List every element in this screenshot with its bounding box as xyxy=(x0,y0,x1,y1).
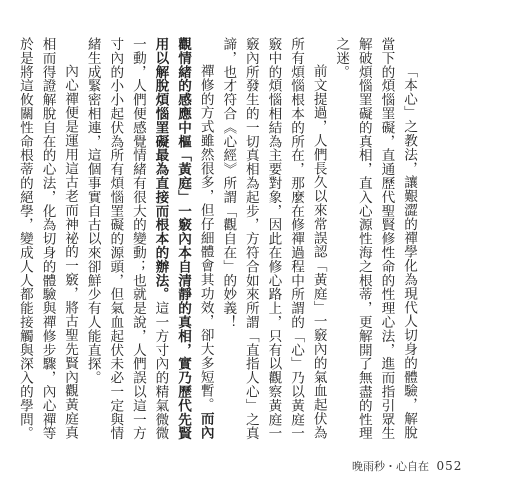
paragraph xyxy=(13,37,81,445)
paragraph-text: 這一方寸內的精氣微微一動，人們便感覺情緒有很大的變動；也就是說，人們誤以這一方寸內的小小起伏為所有煩惱罣礙的源頭，但氣血起伏未必一定與情緒生成緊密相連，這個事實自古以來卻鮮少有人能直探。 xyxy=(84,37,169,441)
paragraph-text: 前文提過，人們長久以來常誤認「黃庭」一竅內的氣血起伏為所有煩惱根本的所在，那麼在修禪過程中所謂的「心」乃以黃庭一竅中的煩惱相結為主要對象，因此在修心路上，只有以觀察黃庭一竅內所發生的一切真相為起步，方符合如來所謂「直指人心」之真諦，也才符合《心經》所謂「觀自在」的妙義！ xyxy=(220,37,327,441)
paragraph-text: 「本心」之教法，讓艱澀的禪學化為現代人切身的體驗，解脫當下的煩惱罣礙，直通歷代聖賢修性命的性理心法，進而指引眾生解破煩惱罣礙的真相，直入心源性海之根蒂，更解開了無盡的性理之迷。 xyxy=(333,37,417,441)
emphasized-text: 而內觀情緒的感應中樞「黃庭」一竅內本自清靜的真相，實乃歷代先賢用以解脫煩惱罣礙最為直接而根本的辦法。 xyxy=(152,37,214,441)
paragraph xyxy=(330,37,420,445)
paragraph-text: 禪修的方式雖然很多，但仔細體會其功效，卻大多短暫。 xyxy=(197,64,214,412)
paragraph xyxy=(217,37,330,445)
page-number: 052 xyxy=(436,459,463,473)
page-footer xyxy=(352,458,462,474)
paragraph-text: 內心禪便是運用這古老而神祕的一竅，將古聖先賢內觀黃庭真相而得證解脫自在的心法，化為切身的體驗與禪修步驟，內心禪等於是將這攸關性命根蒂的絕學，變成人人都能接觸與深入的學問。 xyxy=(16,37,79,441)
vertical-text-body xyxy=(13,37,420,445)
paragraph xyxy=(81,37,217,445)
book-title: 晚雨秒・心自在 xyxy=(352,460,429,473)
